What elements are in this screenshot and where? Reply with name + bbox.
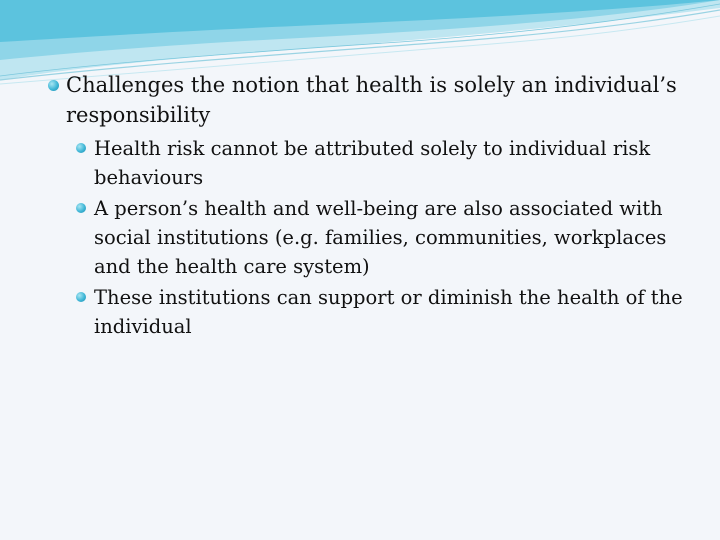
bullet-icon xyxy=(76,143,86,153)
sub-bullet-item xyxy=(76,283,688,341)
sub-bullet-item xyxy=(76,134,688,192)
bullet-list xyxy=(48,70,688,341)
bullet-text: Challenges the notion that health is solely an individual’s responsibility xyxy=(66,73,677,127)
sub-bullet-text: A person’s health and well-being are also associated with social institutions (e.g. families, communities, workplaces and the health care system) xyxy=(94,197,667,278)
sub-bullet-text: Health risk cannot be attributed solely to individual risk behaviours xyxy=(94,137,651,189)
bullet-item xyxy=(48,70,688,341)
bullet-icon xyxy=(76,292,86,302)
sub-bullet-item xyxy=(76,194,688,281)
bullet-icon xyxy=(48,80,59,91)
slide-content xyxy=(48,70,688,349)
sub-bullet-text: These institutions can support or diminish the health of the individual xyxy=(94,286,683,338)
bullet-icon xyxy=(76,203,86,213)
sub-bullet-list xyxy=(48,134,688,341)
